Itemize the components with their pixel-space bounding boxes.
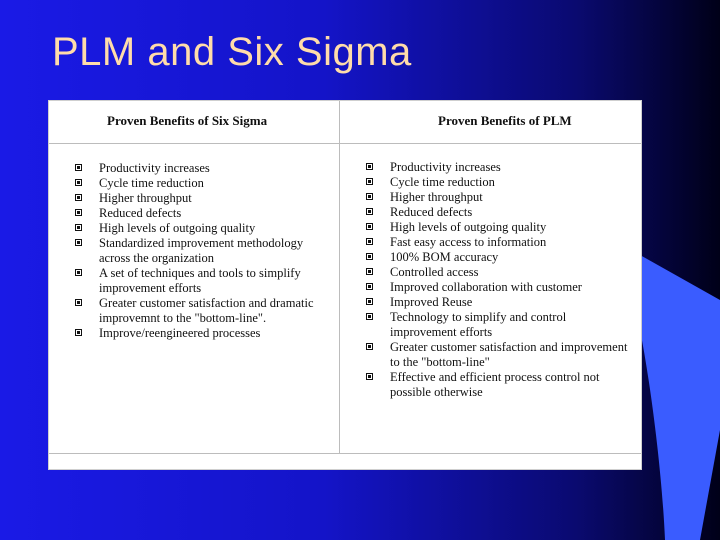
checkbox-bullet-icon [366, 223, 373, 230]
checkbox-bullet-icon [75, 179, 82, 186]
checkbox-bullet-icon [75, 194, 82, 201]
list-item: Standardized improvement methodology across the organization [67, 236, 332, 266]
list-item: 100% BOM accuracy [358, 250, 633, 265]
list-item: Greater customer satisfaction and improvement to the "bottom-line" [358, 340, 633, 370]
checkbox-bullet-icon [366, 298, 373, 305]
checkbox-bullet-icon [75, 269, 82, 276]
six-sigma-column-header: Proven Benefits of Six Sigma [107, 113, 268, 128]
checkbox-bullet-icon [366, 313, 373, 320]
checkbox-bullet-icon [75, 209, 82, 216]
list-item: Higher throughput [67, 191, 332, 206]
checkbox-bullet-icon [366, 373, 373, 380]
list-item: Higher throughput [358, 190, 633, 205]
column-divider [339, 101, 340, 453]
list-item: Technology to simplify and control improvement efforts [358, 310, 633, 340]
list-item: Improved Reuse [358, 295, 633, 310]
comparison-table [48, 100, 642, 470]
checkbox-bullet-icon [366, 178, 373, 185]
checkbox-bullet-icon [366, 163, 373, 170]
checkbox-bullet-icon [75, 224, 82, 231]
list-item: Improved collaboration with customer [358, 280, 633, 295]
checkbox-bullet-icon [75, 164, 82, 171]
list-item: Improve/reengineered processes [67, 326, 332, 341]
checkbox-bullet-icon [75, 299, 82, 306]
list-item: Effective and efficient process control not possible otherwise [358, 370, 633, 400]
list-item: Controlled access [358, 265, 633, 280]
list-item: Greater customer satisfaction and dramatic improvemnt to the "bottom-line". [67, 296, 332, 326]
list-item: Fast easy access to information [358, 235, 633, 250]
checkbox-bullet-icon [366, 253, 373, 260]
list-item: A set of techniques and tools to simplify improvement efforts [67, 266, 332, 296]
plm-benefits-list [358, 160, 633, 400]
checkbox-bullet-icon [366, 193, 373, 200]
checkbox-bullet-icon [366, 238, 373, 245]
checkbox-bullet-icon [75, 239, 82, 246]
list-item: High levels of outgoing quality [67, 221, 332, 236]
plm-column-header: Proven Benefits of PLM [438, 113, 572, 128]
list-item: Reduced defects [67, 206, 332, 221]
list-item: Reduced defects [358, 205, 633, 220]
checkbox-bullet-icon [366, 268, 373, 275]
six-sigma-benefits-list [67, 161, 332, 341]
checkbox-bullet-icon [366, 208, 373, 215]
list-item: Productivity increases [358, 160, 633, 175]
slide-title: PLM and Six Sigma [52, 30, 412, 74]
checkbox-bullet-icon [366, 343, 373, 350]
list-item: High levels of outgoing quality [358, 220, 633, 235]
list-item: Productivity increases [67, 161, 332, 176]
table-bottom-border [49, 453, 641, 454]
list-item: Cycle time reduction [358, 175, 633, 190]
checkbox-bullet-icon [366, 283, 373, 290]
checkbox-bullet-icon [75, 329, 82, 336]
list-item: Cycle time reduction [67, 176, 332, 191]
